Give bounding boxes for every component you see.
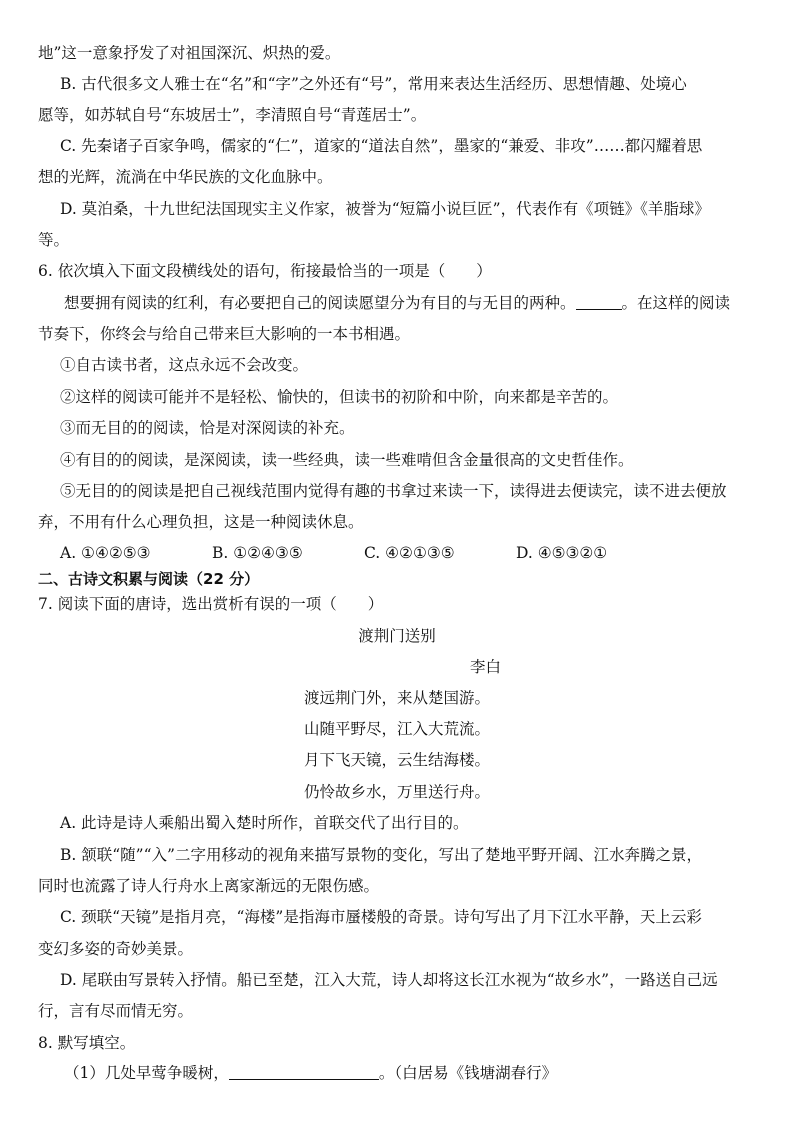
poem-line-3: 月下飞天镜，云生结海楼。 <box>303 751 490 769</box>
q6-passage-line-2: 节奏下，你终会与给自己带来巨大影响的一本书相遇。 <box>38 325 411 343</box>
q7-option-d-cont: 行，言有尽而情无穷。 <box>38 1002 194 1020</box>
q6-stem: 6. 依次填入下面文段横线处的语句，衔接最恰当的一项是（ ） <box>38 262 492 280</box>
q7-option-d: D. 尾联由写景转入抒情。船已至楚，江入大荒，诗人却将这长江水视为“故乡水”，一路送自己远 <box>60 971 718 989</box>
q5-option-c: C. 先秦诸子百家争鸣，儒家的“仁”，道家的“道法自然”，墨家的“兼爱、非攻”……都闪耀着思 <box>60 137 703 155</box>
q6-option-c[interactable]: C. ④②①③⑤ <box>364 544 455 562</box>
q6-passage-text-cont: 。在这样的阅读 <box>621 294 731 312</box>
q6-passage-text: 想要拥有阅读的红利，有必要把自己的阅读愿望分为有目的与无目的两种。 <box>64 294 576 312</box>
q5-option-a-tail: 地”这一意象抒发了对祖国深沉、炽热的爱。 <box>38 44 341 62</box>
q7-option-c-cont: 变幻多姿的奇妙美景。 <box>38 940 194 958</box>
q6-sentence-3: ③而无目的的阅读，恰是对深阅读的补充。 <box>60 419 355 437</box>
q5-option-d: D. 莫泊桑，十九世纪法国现实主义作家，被誉为“短篇小说巨匠”，代表作有《项链》《羊脂球》 <box>60 200 710 218</box>
poem-line-1: 渡远荆门外，来从楚国游。 <box>303 689 490 707</box>
q6-answer-blank[interactable] <box>576 293 622 310</box>
q6-sentence-5-cont: 弃，不用有什么心理负担，这是一种阅读休息。 <box>38 513 364 531</box>
q8-item-1-answer-blank[interactable] <box>229 1063 379 1080</box>
q6-option-b[interactable]: B. ①②④③⑤ <box>212 544 303 562</box>
q5-option-b-cont: 愿等，如苏轼自号“东坡居士”，李清照自号“青莲居士”。 <box>38 106 427 124</box>
q5-option-d-cont: 等。 <box>38 231 70 249</box>
q6-sentence-2: ②这样的阅读可能并不是轻松、愉快的，但读书的初阶和中阶，向来都是辛苦的。 <box>60 388 619 406</box>
q7-stem: 7. 阅读下面的唐诗，选出赏析有误的一项（ ） <box>38 595 384 613</box>
q8-stem: 8. 默写填空。 <box>38 1034 136 1052</box>
q6-options <box>60 542 668 564</box>
poem-author: 李白 <box>470 658 502 676</box>
q7-option-b-cont: 同时也流露了诗人行舟水上离家渐远的无限伤感。 <box>38 877 380 895</box>
q6-sentence-1: ①自古读书者，这点永远不会改变。 <box>60 356 309 374</box>
q6-sentence-5: ⑤无目的的阅读是把自己视线范围内觉得有趣的书拿过来读一下，读得进去便读完，读不进去便放 <box>60 482 727 500</box>
poem-title: 渡荆门送别 <box>358 627 436 645</box>
q7-option-a: A. 此诗是诗人乘船出蜀入楚时所作，首联交代了出行目的。 <box>60 814 469 832</box>
q6-sentence-4: ④有目的的阅读，是深阅读，读一些经典，读一些难啃但含金量很高的文史哲佳作。 <box>60 451 634 469</box>
q6-passage-line-1 <box>64 292 730 314</box>
q5-option-b: B. 古代很多文人雅士在“名”和“字”之外还有“号”，常用来表达生活经历、思想情趣、处境心 <box>60 75 687 93</box>
q8-item-1 <box>64 1062 557 1084</box>
q7-option-c: C. 颈联“天镜”是指月亮，“海楼”是指海市蜃楼般的奇景。诗句写出了月下江水平静，天上云彩 <box>60 908 702 926</box>
q5-option-c-cont: 想的光辉，流淌在中华民族的文化血脉中。 <box>38 168 333 186</box>
q8-item-1-suffix: 。（白居易《钱塘湖春行》 <box>378 1064 558 1082</box>
q7-option-b: B. 颔联“随”“入”二字用移动的视角来描写景物的变化，写出了楚地平野开阔、江水奔腾之景， <box>60 846 702 864</box>
poem-line-2: 山随平野尽，江入大荒流。 <box>303 720 490 738</box>
q8-item-1-prefix: （1）几处早莺争暖树， <box>64 1064 229 1082</box>
q6-option-d[interactable]: D. ④⑤③②① <box>516 544 608 562</box>
poem-line-4: 仍怜故乡水，万里送行舟。 <box>303 783 490 801</box>
q6-option-a[interactable]: A. ①④②⑤③ <box>60 544 151 562</box>
section-2-heading: 二、古诗文积累与阅读（22 分） <box>38 570 260 588</box>
